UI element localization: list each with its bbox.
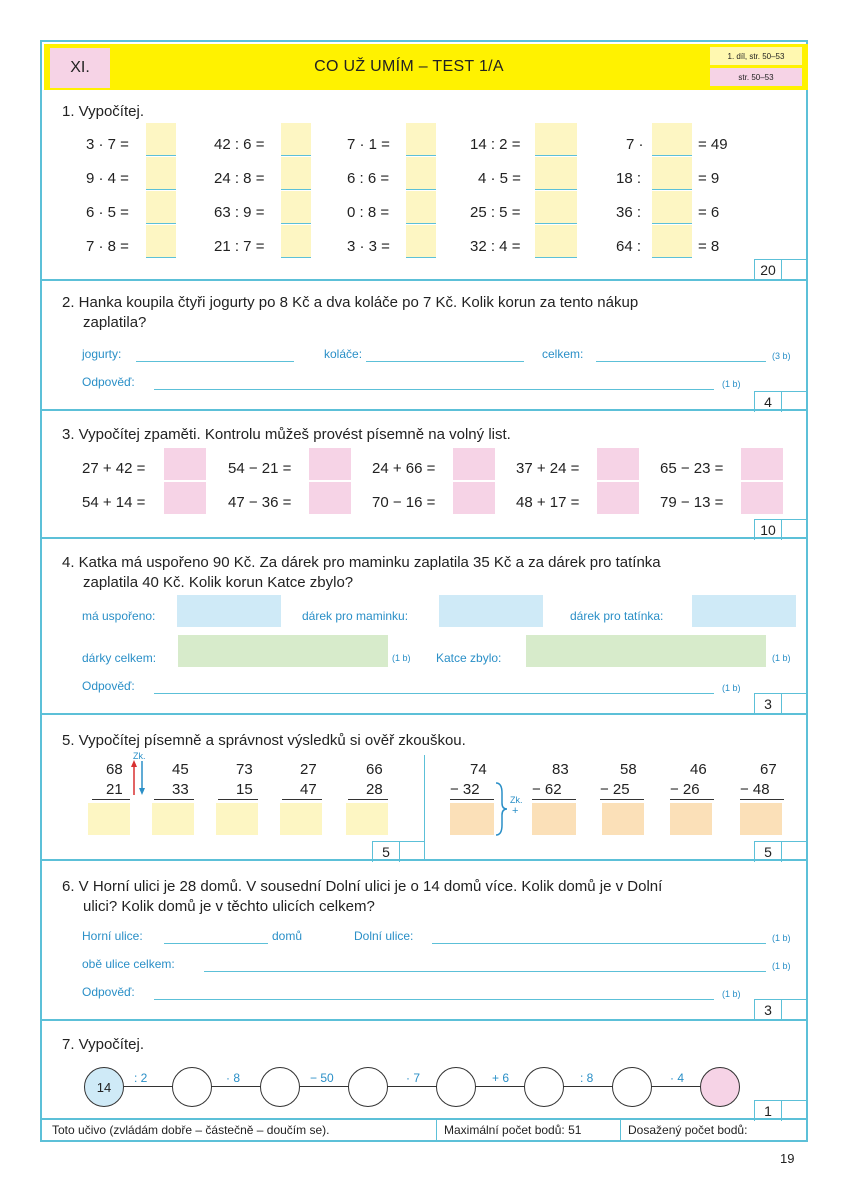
reference-part: 1. díl, str. 50–53 [710, 47, 802, 65]
sum-line [532, 799, 576, 800]
minuend: 46 [690, 761, 707, 778]
sum-line [154, 799, 194, 800]
sum-line [92, 799, 130, 800]
task-7 [42, 1019, 806, 1120]
label-katce-zbylo: Katce zbylo: [436, 651, 502, 665]
label-darky-celkem: dárky celkem: [82, 651, 157, 665]
q3-answer-box[interactable] [597, 482, 639, 514]
label-domu: domů [272, 929, 303, 943]
q3-answer-box[interactable] [309, 482, 351, 514]
chain-answer-circle[interactable] [348, 1067, 388, 1107]
q1-expr: 25 : 5 = [470, 204, 521, 221]
q5-answer-box[interactable] [670, 803, 712, 835]
header-bar [44, 44, 808, 90]
task-4-score [754, 693, 806, 714]
q5-answer-box[interactable] [152, 803, 194, 835]
q1-answer-box[interactable] [406, 225, 436, 258]
q1-answer-box[interactable] [281, 157, 311, 190]
chain-operation: + 6 [492, 1071, 510, 1085]
label-kolace: koláče: [324, 347, 363, 361]
q1-expr: 7 · 1 = [347, 136, 390, 153]
q5-answer-box[interactable] [346, 803, 388, 835]
odpoved-answer-line[interactable] [154, 693, 714, 694]
q1-expr: 14 : 2 = [470, 136, 521, 153]
q3-answer-box[interactable] [741, 482, 783, 514]
q5-answer-box[interactable] [280, 803, 322, 835]
q1-answer-box[interactable] [406, 157, 436, 190]
q1-answer-box[interactable] [281, 225, 311, 258]
zk-plus: + [512, 805, 519, 817]
task-1-title: 1. Vypočítej. [62, 103, 144, 120]
check-arrows-icon [130, 759, 146, 797]
chain-operation: − 50 [310, 1071, 334, 1085]
chain-answer-circle[interactable] [524, 1067, 564, 1107]
page-title: CO UŽ UMÍM – TEST 1/A [314, 58, 504, 75]
q3-expr: 54 − 21 = [228, 460, 292, 477]
q1-result: = 8 [698, 238, 720, 255]
zk-label: Zk. [510, 795, 523, 805]
task-6-score [754, 999, 806, 1020]
max-points-text: Maximální počet bodů: 51 [444, 1123, 582, 1137]
divider [620, 1120, 621, 1142]
subtrahend: − 25 [600, 781, 630, 798]
minuend: 67 [760, 761, 777, 778]
q1-expr: 36 : [616, 204, 642, 221]
chain-operation: · 8 [226, 1071, 241, 1085]
label-obe-ulice: obě ulice celkem: [82, 957, 175, 971]
label-darek-maminka: dárek pro maminku: [302, 609, 409, 623]
q1-expr: 3 · 3 = [347, 238, 390, 255]
subtrahend: 21 [106, 781, 123, 798]
jogurty-answer-line[interactable] [136, 361, 294, 362]
q3-expr: 70 − 16 = [372, 494, 436, 511]
q1-expr: 9 · 4 = [86, 170, 129, 187]
q1-answer-box[interactable] [406, 191, 436, 224]
q1-result: = 49 [698, 136, 728, 153]
q3-expr: 79 − 13 = [660, 494, 724, 511]
task-3 [42, 409, 806, 539]
q1-answer-box[interactable] [652, 225, 692, 258]
q1-expr: 6 : 6 = [347, 170, 390, 187]
q1-result: = 6 [698, 204, 720, 221]
label-celkem: celkem: [542, 347, 584, 361]
chain-answer-circle[interactable] [436, 1067, 476, 1107]
task-4-title-line2: zaplatila 40 Kč. Kolik korun Katce zbylo? [83, 574, 354, 591]
q1-expr: 32 : 4 = [470, 238, 521, 255]
task-6-title-line1: 6. V Horní ulici je 28 domů. V sousední Dolní ulici je o 14 domů více. Kolik domů je v Dolní [62, 878, 663, 895]
divider [424, 755, 425, 861]
subtrahend: 15 [236, 781, 253, 798]
footer [42, 1118, 806, 1142]
task-4-max-points: 3 [754, 694, 782, 714]
subtrahend: 28 [366, 781, 383, 798]
chain-operation: · 4 [670, 1071, 685, 1085]
q1-answer-box[interactable] [146, 123, 176, 156]
chain-answer-circle[interactable] [172, 1067, 212, 1107]
subtrahend: − 62 [532, 781, 562, 798]
reference-pages: str. 50–53 [710, 68, 802, 86]
chain-operation: · 7 [406, 1071, 421, 1085]
zk-label: Zk. [133, 751, 146, 761]
odpoved-answer-line[interactable] [154, 999, 714, 1000]
darky-celkem-answer-box[interactable] [178, 635, 388, 667]
task-5 [42, 713, 806, 861]
subtrahend: 47 [300, 781, 317, 798]
minuend: 73 [236, 761, 253, 778]
task-2-title-line2: zaplatila? [83, 314, 147, 331]
q1-expr: 3 · 7 = [86, 136, 129, 153]
task-4-title-line1: 4. Katka má uspořeno 90 Kč. Za dárek pro maminku zaplatila 35 Kč a za dárek pro tatínka [62, 554, 661, 571]
q1-answer-box[interactable] [535, 157, 577, 190]
q1-expr: 0 : 8 = [347, 204, 390, 221]
task-6-max-points: 3 [754, 1000, 782, 1020]
q1-expr: 42 : 6 = [214, 136, 265, 153]
points-note: (1 b) [772, 961, 791, 971]
task-5-left-max-points: 5 [372, 842, 400, 862]
label-darek-tatinek: dárek pro tatínka: [570, 609, 664, 623]
q3-expr: 47 − 36 = [228, 494, 292, 511]
zbylo-answer-box[interactable] [526, 635, 766, 667]
minuend: 45 [172, 761, 189, 778]
test-sheet [40, 40, 808, 1142]
q3-answer-box[interactable] [597, 448, 639, 480]
q3-expr: 24 + 66 = [372, 460, 436, 477]
q5-answer-box[interactable] [532, 803, 576, 835]
q5-answer-box[interactable] [450, 803, 494, 835]
q1-expr: 64 : [616, 238, 642, 255]
page-number: 19 [780, 1151, 795, 1166]
task-1-score [754, 259, 806, 280]
minuend: 27 [300, 761, 317, 778]
sum-line [348, 799, 388, 800]
task-5-right-max-points: 5 [754, 842, 782, 862]
label-horni-ulice: Horní ulice: [82, 929, 143, 943]
q1-answer-box[interactable] [146, 191, 176, 224]
q1-answer-box[interactable] [146, 157, 176, 190]
sum-line [740, 799, 784, 800]
q1-expr: 7 · 8 = [86, 238, 129, 255]
label-jogurty: jogurty: [82, 347, 122, 361]
subtrahend: 33 [172, 781, 189, 798]
q1-expr: 4 · 5 = [478, 170, 521, 187]
achieved-points-text: Dosažený počet bodů: [628, 1123, 748, 1137]
task-5-title: 5. Vypočítej písemně a správnost výsledků si ověř zkouškou. [62, 732, 466, 749]
label-ma-usporeno: má uspořeno: [82, 609, 156, 623]
sum-line [282, 799, 322, 800]
q1-answer-box[interactable] [535, 225, 577, 258]
q1-expr: 21 : 7 = [214, 238, 265, 255]
horni-ulice-answer-line[interactable] [164, 943, 268, 944]
chain-operation: : 8 [580, 1071, 594, 1085]
minuend: 58 [620, 761, 637, 778]
q3-answer-box[interactable] [309, 448, 351, 480]
points-note: (1 b) [772, 933, 791, 943]
celkem-answer-line[interactable] [596, 361, 766, 362]
q1-result: = 9 [698, 170, 720, 187]
minuend: 74 [470, 761, 487, 778]
q3-expr: 27 + 42 = [82, 460, 146, 477]
q1-expr: 63 : 9 = [214, 204, 265, 221]
q1-answer-box[interactable] [281, 191, 311, 224]
subtrahend: − 26 [670, 781, 700, 798]
q3-answer-box[interactable] [164, 482, 206, 514]
q1-expr: 6 · 5 = [86, 204, 129, 221]
task-2-title-line1: 2. Hanka koupila čtyři jogurty po 8 Kč a dva koláče po 7 Kč. Kolik korun za tento nákup [62, 294, 639, 311]
chain-answer-circle[interactable] [260, 1067, 300, 1107]
subtrahend: − 32 [450, 781, 480, 798]
sum-line [600, 799, 644, 800]
task-3-max-points: 10 [754, 520, 782, 540]
points-note: (1 b) [772, 653, 791, 663]
points-note: (1 b) [392, 653, 411, 663]
q5-answer-box[interactable] [740, 803, 782, 835]
task-4 [42, 537, 806, 715]
q3-answer-box[interactable] [453, 482, 495, 514]
q1-expr: 18 : [616, 170, 642, 187]
tatinek-answer-box[interactable] [692, 595, 796, 627]
task-1-max-points: 20 [754, 260, 782, 280]
task-2 [42, 279, 806, 411]
q1-answer-box[interactable] [535, 191, 577, 224]
obe-ulice-answer-line[interactable] [204, 971, 766, 972]
q1-answer-box[interactable] [652, 191, 692, 224]
sum-line [670, 799, 714, 800]
q5-answer-box[interactable] [88, 803, 130, 835]
q1-answer-box[interactable] [406, 123, 436, 156]
points-note: (1 b) [722, 379, 741, 389]
q1-answer-box[interactable] [652, 123, 692, 156]
label-odpoved: Odpověď: [82, 375, 135, 389]
points-note: (3 b) [772, 351, 791, 361]
task-7-max-points: 1 [754, 1101, 782, 1121]
final-answer-circle[interactable] [700, 1067, 740, 1107]
q3-answer-box[interactable] [164, 448, 206, 480]
q1-answer-box[interactable] [146, 225, 176, 258]
task-6-title-line2: ulici? Kolik domů je v těchto ulicích celkem? [83, 898, 375, 915]
chain-answer-circle[interactable] [612, 1067, 652, 1107]
task-3-title: 3. Vypočítej zpaměti. Kontrolu můžeš provést písemně na volný list. [62, 426, 511, 443]
divider [436, 1120, 437, 1142]
q3-expr: 37 + 24 = [516, 460, 580, 477]
maminka-answer-box[interactable] [439, 595, 543, 627]
self-assessment-text: Toto učivo (zvládám dobře – částečně – doučím se). [52, 1123, 330, 1137]
points-note: (1 b) [722, 989, 741, 999]
dolni-ulice-answer-line[interactable] [432, 943, 766, 944]
brace-icon [494, 781, 508, 837]
task-2-max-points: 4 [754, 392, 782, 412]
odpoved-answer-line[interactable] [154, 389, 714, 390]
sum-line [218, 799, 258, 800]
label-dolni-ulice: Dolní ulice: [354, 929, 414, 943]
label-odpoved: Odpověď: [82, 679, 135, 693]
subtrahend: − 48 [740, 781, 770, 798]
chain-operation: : 2 [134, 1071, 148, 1085]
q1-expr: 7 · [626, 136, 644, 153]
q1-answer-box[interactable] [535, 123, 577, 156]
label-odpoved: Odpověď: [82, 985, 135, 999]
task-6 [42, 859, 806, 1021]
q3-expr: 54 + 14 = [82, 494, 146, 511]
q1-expr: 24 : 8 = [214, 170, 265, 187]
q1-answer-box[interactable] [652, 157, 692, 190]
q5-answer-box[interactable] [216, 803, 258, 835]
q1-answer-box[interactable] [281, 123, 311, 156]
task-1 [42, 90, 806, 279]
chapter-number: XI. [50, 48, 110, 88]
task-7-title: 7. Vypočítej. [62, 1036, 144, 1053]
minuend: 83 [552, 761, 569, 778]
usporeno-answer-box[interactable] [177, 595, 281, 627]
minuend: 68 [106, 761, 123, 778]
q3-answer-box[interactable] [453, 448, 495, 480]
q3-expr: 48 + 17 = [516, 494, 580, 511]
kolace-answer-line[interactable] [366, 361, 524, 362]
sum-line [450, 799, 494, 800]
q3-expr: 65 − 23 = [660, 460, 724, 477]
q3-answer-box[interactable] [741, 448, 783, 480]
minuend: 66 [366, 761, 383, 778]
points-note: (1 b) [722, 683, 741, 693]
start-circle: 14 [84, 1067, 124, 1107]
q5-answer-box[interactable] [602, 803, 644, 835]
